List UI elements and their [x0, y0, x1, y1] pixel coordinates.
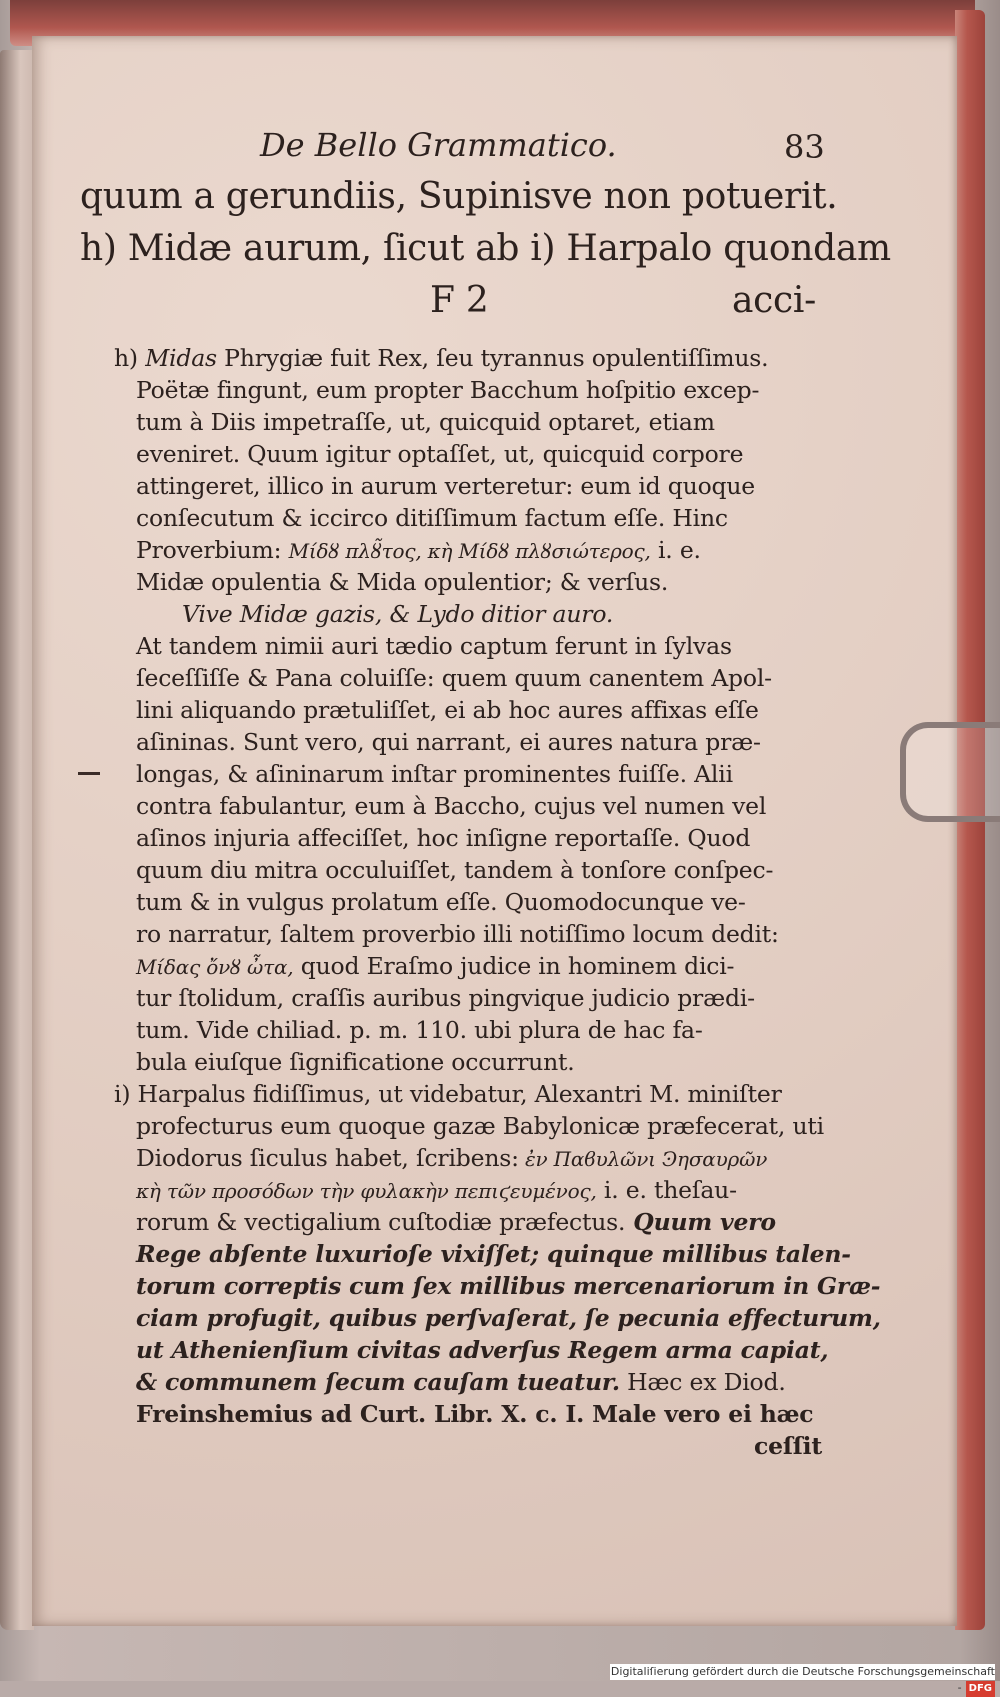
- note-h-line: eveniret. Quum igitur optaſſet, ut, quicquid corpore: [136, 440, 744, 468]
- note-h-line: [114, 344, 768, 372]
- note-i-italic: & communem ſecum cauſam tueatur.: [136, 1368, 620, 1396]
- note-h-line: aſininas. Sunt vero, qui narrant, ei aures natura præ-: [136, 728, 761, 756]
- note-i-text: Hæc ex Diod.: [619, 1368, 786, 1396]
- note-i-italic-line: Rege abſente luxurioſe vixiſſet; quinque millibus talen-: [136, 1240, 851, 1268]
- note-i-italic-line: ut Athenienſium civitas adverſus Regem arma capiat,: [136, 1336, 829, 1364]
- note-h-line: At tandem nimii auri tædio captum ferunt in ſylvas: [136, 632, 732, 660]
- note-i-italic-line: torum correptis cum ſex millibus mercenariorum in Græ-: [136, 1272, 881, 1300]
- note-i-line: [136, 1208, 776, 1236]
- book-page: [32, 36, 957, 1626]
- note-h-line: ſeceſſiſſe & Pana coluiſſe: quem quum canentem Apol-: [136, 664, 772, 692]
- note-h-line: Midæ opulentia & Mida opulentior; & verſus.: [136, 568, 669, 596]
- note-i-text: Diodorus ſiculus habet, ſcribens:: [136, 1144, 519, 1172]
- note-h-line: tur ſtolidum, craſſis auribus pingvique judicio prædi-: [136, 984, 755, 1012]
- note-h-line: tum & in vulgus prolatum eſſe. Quomodocunque ve-: [136, 888, 746, 916]
- note-i-italic-line: ciam profugit, quibus perſvaſerat, ſe pecunia effecturum,: [136, 1304, 881, 1332]
- main-text-line: h) Midæ aurum, ſicut ab i) Harpalo quondam: [80, 228, 891, 269]
- note-h-line: longas, & aſininarum inſtar prominentes fuiſſe. Alii: [136, 760, 733, 788]
- note-i-italic: Quum vero: [625, 1208, 776, 1236]
- note-h-text: Phrygiæ fuit Rex, ſeu tyrannus opulentiſſimus.: [216, 344, 769, 372]
- left-page-edge: [0, 50, 34, 1630]
- note-i-line: [136, 1144, 767, 1172]
- margin-mark: [78, 772, 100, 775]
- note-h-line: ro narratur, ſaltem proverbio illi notiſſimo locum dedit:: [136, 920, 779, 948]
- page-text: [32, 36, 957, 1626]
- note-h-line: [136, 536, 701, 564]
- note-i-line: Freinshemius ad Curt. Libr. X. c. I. Male vero ei hæc: [136, 1400, 814, 1428]
- greek-proverb: Μίδȣ πλȣ̃τος, κὴ Μίδȣ πλȣσιώτερος,: [288, 539, 651, 563]
- note-i-line: i) Harpalus fidiſſimus, ut videbatur, Alexantri M. miniſter: [114, 1080, 782, 1108]
- note-h-line: conſecutum & iccirco ditiſſimum factum eſſe. Hinc: [136, 504, 728, 532]
- page-clip: [900, 722, 1000, 822]
- note-h-line: aſinos injuria affeciſſet, hoc inſigne reportaſſe. Quod: [136, 824, 751, 852]
- proverb-prefix: Proverbium:: [136, 536, 282, 564]
- note-h-line: attingeret, illico in aurum verteretur: eum id quoque: [136, 472, 756, 500]
- footer-credit: [610, 1664, 995, 1694]
- note-h-line: tum. Vide chiliad. p. m. 110. ubi plura de hac fa-: [136, 1016, 703, 1044]
- note-h-line: contra fabulantur, eum à Baccho, cujus vel numen vel: [136, 792, 767, 820]
- note-i-line: [136, 1368, 786, 1396]
- note-h-line: bula eiuſque ſignificatione occurrunt.: [136, 1048, 575, 1076]
- note-i-text: rorum & vectigalium cuſtodiæ præfectus.: [136, 1208, 626, 1236]
- greek-phrase: Μίδας ὄνȣ ὦτα,: [136, 955, 294, 979]
- verse-line: Vive Midæ gazis, & Lydo ditior auro.: [182, 600, 614, 628]
- footer-credit-text: Digitaliſierung gefördert durch die Deutsche Forschungsgemeinschaft -: [610, 1665, 995, 1694]
- note-h-line: quum diu mitra occuluiſſet, tandem à tonſore conſpec-: [136, 856, 774, 884]
- proverb-ie: i. e.: [650, 536, 701, 564]
- greek-phrase: κὴ τῶν προσόδων τὴν φυλακὴν πεπιϛευμένος,: [136, 1179, 597, 1203]
- note-i-line: profecturus eum quoque gazæ Babylonicæ præfecerat, uti: [136, 1112, 824, 1140]
- note-h-line: [136, 952, 734, 980]
- note-h-line: tum à Diis impetraſſe, ut, quicquid optaret, etiam: [136, 408, 715, 436]
- catchword-bottom: ceſſit: [754, 1432, 823, 1460]
- note-i-text: i. e. theſau-: [596, 1176, 737, 1204]
- note-h-keyword: Midas: [145, 344, 217, 372]
- page-number: 83: [784, 128, 825, 166]
- main-text-line: quum a gerundiis, Supinisve non potuerit.: [80, 176, 838, 217]
- greek-phrase: ἐν Παϐυλῶνι Ͽησαυρῶν: [518, 1147, 768, 1171]
- note-i-line: [136, 1176, 737, 1204]
- running-title: De Bello Grammatico.: [260, 126, 617, 164]
- note-marker: h): [114, 344, 146, 372]
- note-h-text: quod Eraſmo judice in hominem dici-: [293, 952, 735, 980]
- note-h-line: lini aliquando prætuliſſet, ei ab hoc aures affixas eſſe: [136, 696, 759, 724]
- catchword: acci-: [732, 280, 816, 321]
- signature-mark: F 2: [430, 280, 489, 321]
- dfg-logo: DFG: [966, 1681, 995, 1697]
- note-h-line: Poëtæ fingunt, eum propter Bacchum hoſpitio excep-: [136, 376, 760, 404]
